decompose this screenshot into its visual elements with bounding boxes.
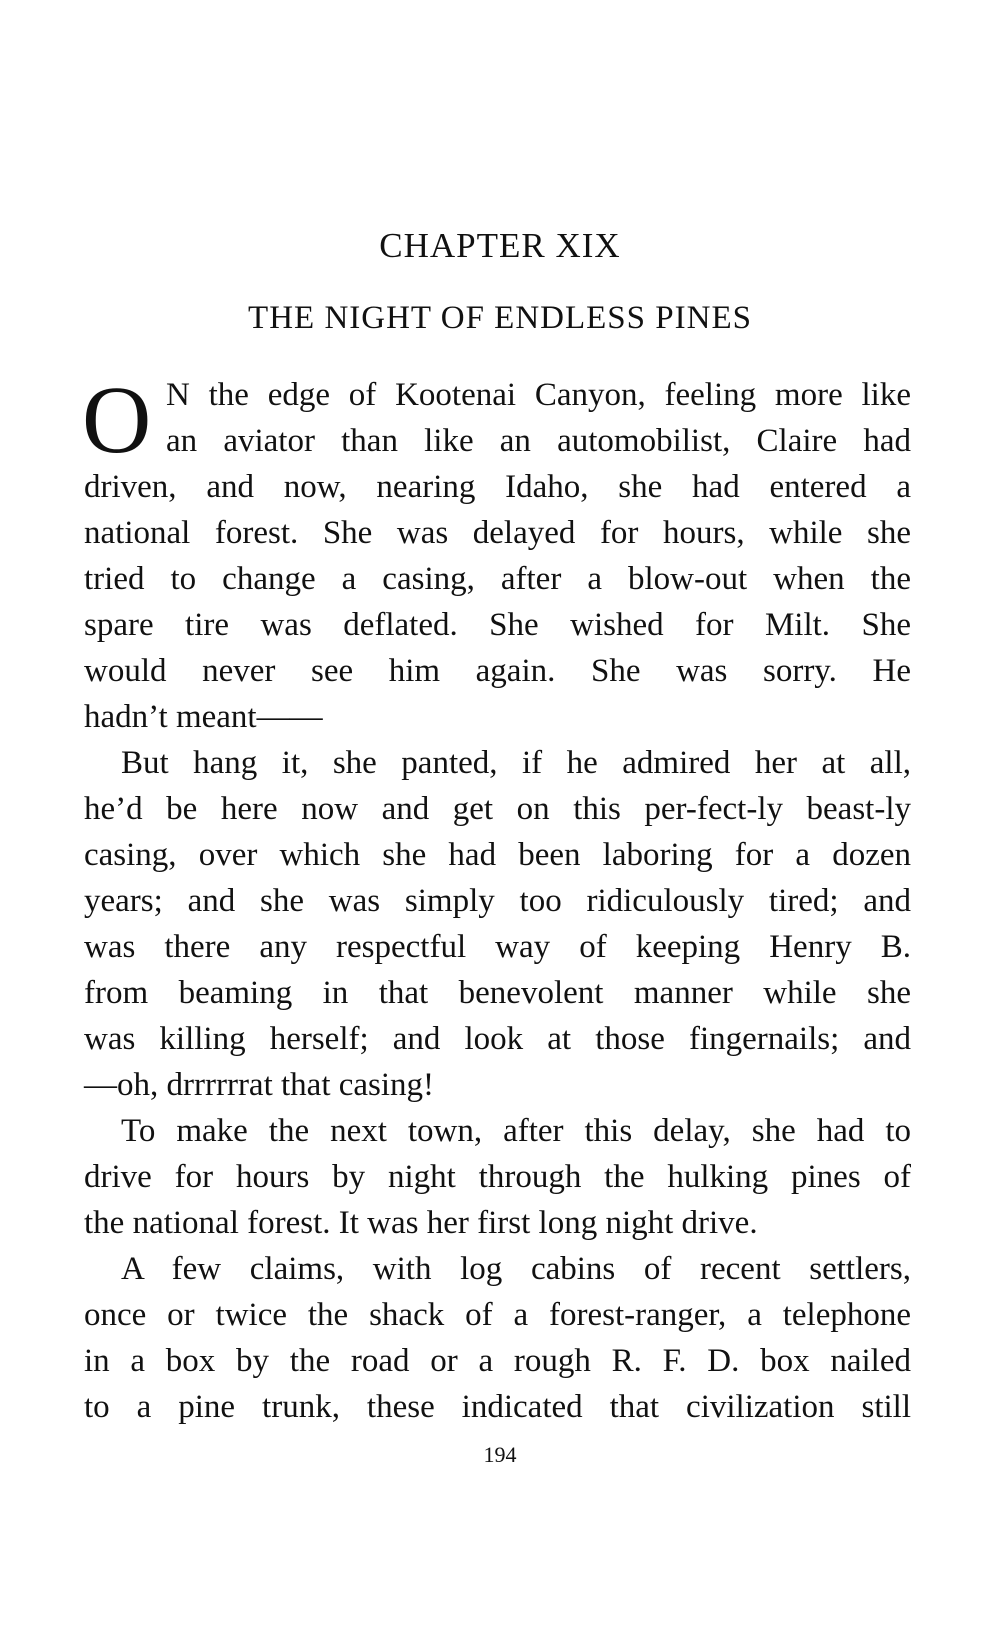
chapter-title: THE NIGHT OF ENDLESS PINES bbox=[248, 300, 752, 336]
paragraph bbox=[84, 740, 911, 1108]
text-line: the national forest. It was her first long night drive. bbox=[84, 1205, 758, 1241]
text-line: was there any respectful way of keeping Henry B. bbox=[84, 929, 911, 965]
text-line: driven, and now, nearing Idaho, she had entered a bbox=[84, 469, 911, 505]
text-line: in a box by the road or a rough R. F. D. box nailed bbox=[84, 1343, 911, 1379]
body-text bbox=[82, 366, 911, 1430]
text-line: —oh, drrrrrrat that casing! bbox=[84, 1067, 435, 1103]
paragraph bbox=[84, 1246, 911, 1430]
text-line: would never see him again. She was sorry. He bbox=[84, 653, 911, 689]
text-line: N the edge of Kootenai Canyon, feeling more like bbox=[166, 377, 911, 413]
text-line: spare tire was deflated. She wished for Milt. She bbox=[84, 607, 911, 643]
paragraph bbox=[84, 1108, 911, 1246]
drop-cap: O bbox=[82, 366, 152, 473]
text-line: years; and she was simply too ridiculously tired; and bbox=[84, 883, 911, 919]
text-line: to a pine trunk, these indicated that civilization still bbox=[84, 1389, 911, 1425]
paragraph bbox=[82, 366, 911, 740]
text-line: he’d be here now and get on this per-fect-ly beast-ly bbox=[84, 791, 911, 827]
text-line: national forest. She was delayed for hours, while she bbox=[84, 515, 911, 551]
text-line: To make the next town, after this delay, she had to bbox=[121, 1113, 911, 1149]
page-number: 194 bbox=[483, 1442, 517, 1467]
chapter-number: CHAPTER XIX bbox=[379, 226, 621, 265]
text-line: drive for hours by night through the hulking pines of bbox=[84, 1159, 911, 1195]
text-line: But hang it, she panted, if he admired her at all, bbox=[121, 745, 911, 781]
text-line: hadn’t meant—— bbox=[84, 699, 323, 735]
text-line: an aviator than like an automobilist, Claire had bbox=[166, 423, 911, 459]
text-line: was killing herself; and look at those fingernails; and bbox=[84, 1021, 911, 1057]
text-line: from beaming in that benevolent manner while she bbox=[84, 975, 911, 1011]
text-line: tried to change a casing, after a blow-out when the bbox=[84, 561, 911, 597]
text-line: A few claims, with log cabins of recent settlers, bbox=[121, 1251, 911, 1287]
text-line: casing, over which she had been laboring for a dozen bbox=[84, 837, 911, 873]
text-line: once or twice the shack of a forest-ranger, a telephone bbox=[84, 1297, 911, 1333]
